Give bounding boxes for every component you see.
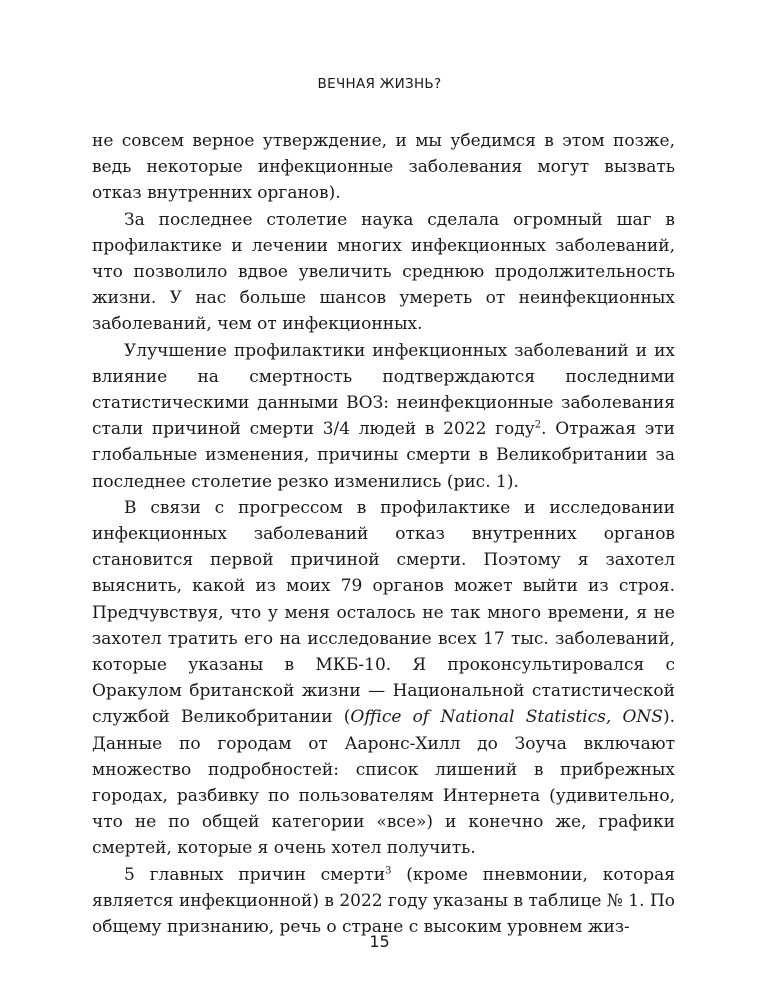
- page-number: 15: [369, 932, 390, 951]
- paragraph-continuation: не совсем верное утверждение, и мы убедимся в этом позже, ведь некоторые инфекционные заболевания могут вызвать отказ внутренних органов).: [92, 131, 675, 204]
- paragraph-text: ). Данные по городам от Ааронс-Хилл до Зоуча включают множество подробностей: список лишений в прибрежных городах, разбивку по пользователям Интернета (удивительно, что не по общей категории «все») и конечно же, графики смертей, которые я очень хотел получить.: [92, 707, 675, 859]
- paragraph: [92, 862, 675, 941]
- body-text: [92, 128, 675, 940]
- paragraph-text: (кроме пневмонии, которая является инфекционной) в 2022 году указаны в таблице № 1. По общему признанию, речь о стране с высоким уровнем жиз-: [92, 864, 675, 938]
- footnote-ref: 2: [534, 419, 542, 431]
- running-header: ВЕЧНАЯ ЖИЗНЬ?: [317, 76, 442, 92]
- paragraph-text: Улучшение профилактики инфекционных заболеваний и их влияние на смертность подтверждаются последними статистическими данными ВОЗ: неинфекционные заболевания стали причиной смерти 3/4 людей в 2022 году: [92, 340, 675, 440]
- footnote-ref: 3: [385, 865, 392, 877]
- italic-term: Office of National Statistics, ONS: [350, 707, 663, 728]
- paragraph: [92, 495, 675, 862]
- paragraph: [92, 338, 675, 495]
- paragraph-text: . Отражая эти глобальные изменения, причины смерти в Великобритании за последнее столетие резко изменились (рис. 1).: [92, 419, 675, 492]
- paragraph-text: 5 главных причин смерти: [124, 864, 386, 885]
- paragraph: За последнее столетие наука сделала огромный шаг в профилактике и лечении многих инфекционных заболеваний, что позволило вдвое увеличить среднюю продолжительность жизни. У нас больше шансов умереть от неинфекционных заболеваний, чем от инфекционных.: [92, 209, 675, 335]
- paragraph-text: В связи с прогрессом в профилактике и исследовании инфекционных заболеваний отказ внутренних органов становится первой причиной смерти. Поэтому я захотел выяснить, какой из моих 79 органов может выйти из строя. Предчувствуя, что у меня осталось не так много времени, я не захотел тратить его на исследование всех 17 тыс. заболеваний, которые указаны в МКБ-10. Я проконсультировался с Оракулом британской жизни — Национальной статистической службой Великобритании (: [92, 497, 675, 728]
